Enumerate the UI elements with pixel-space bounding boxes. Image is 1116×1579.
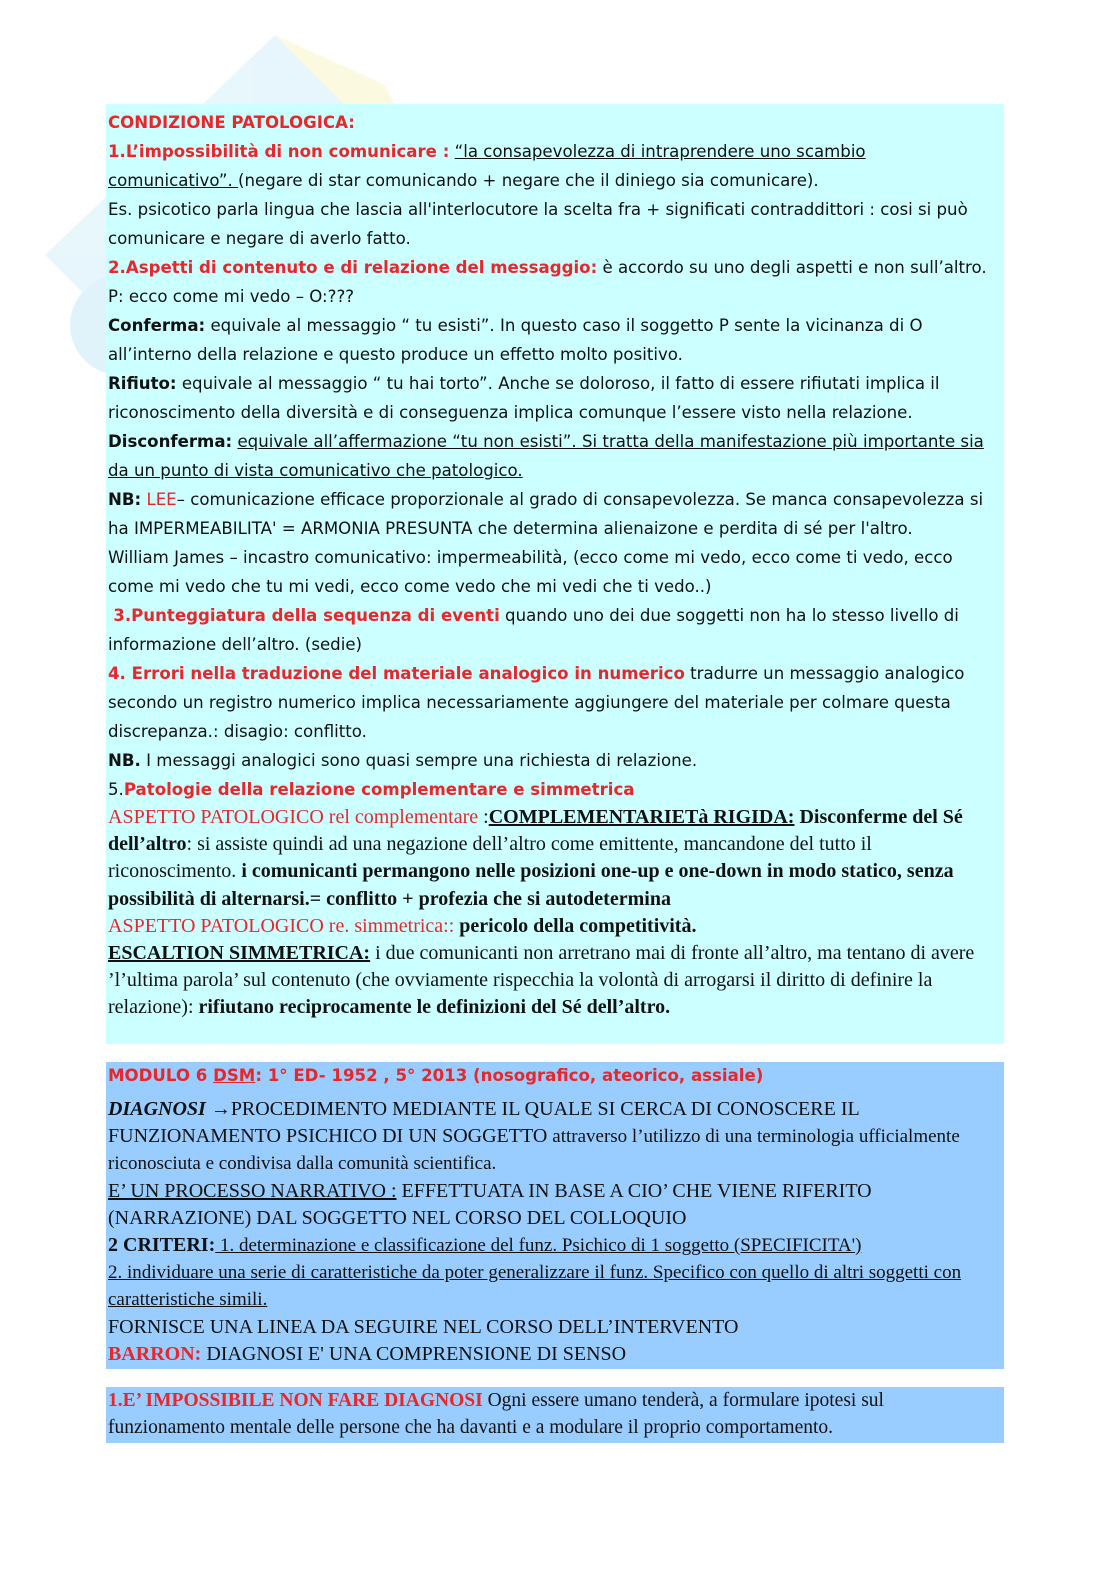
paragraph-nb-lee: NB: LEE– comunicazione efficace proporzionale al grado di consapevolezza. Se manca consapevolezza si ha IMPERMEABILITA' = ARMONIA PRESUNTA che determina alienaizone e perdita di sé per l'altro. xyxy=(108,490,984,538)
paragraph-criteri: 2 CRITERI: 1. determinazione e classificazione del funz. Psichico di 1 soggetto (SPECIFICITA') xyxy=(108,1234,862,1257)
section-modulo-6 xyxy=(106,1062,1004,1369)
paragraph-escalation: ESCALTION SIMMETRICA: i due comunicanti non arretrano mai di fronte all’altro, ma tentano di avere ’l’ultima parola’ sul contenuto (che ovviamente rispecchia la volontà di arrogarsi il diritto di definire la relazione): rifiutano reciprocamente le definizioni del Sé dell’altro. xyxy=(108,942,975,1019)
section-title: CONDIZIONE PATOLOGICA: xyxy=(108,113,355,132)
paragraph-diagnosi: DIAGNOSI →PROCEDIMENTO MEDIANTE IL QUALE SI CERCA DI CONOSCERE IL FUNZIONAMENTO PSICHICO DI UN SOGGETTO attraverso l’utilizzo di una terminologia ufficialmente riconosciuta e condivisa dalla comunità scientifica. xyxy=(108,1098,960,1175)
paragraph-simmetrica: ASPETTO PATOLOGICO re. simmetrica:: pericolo della competitività. xyxy=(108,914,697,937)
paragraph-disconferma: Disconferma: equivale all’affermazione “tu non esisti”. Si tratta della manifestazione più importante sia da un punto di vista comunicativo che patologico. xyxy=(108,432,984,480)
paragraph-esempio: Es. psicotico parla lingua che lascia all'interlocutore la scelta fra + significati contraddittori : cosi si può comunicare e negare di averlo fatto. xyxy=(108,200,968,248)
paragraph-nb-analogici: NB. I messaggi analogici sono quasi sempre una richiesta di relazione. xyxy=(108,751,698,770)
section-diagnosi-impossibile xyxy=(106,1387,1004,1443)
paragraph-patologie: 5.Patologie della relazione complementare e simmetrica xyxy=(108,780,635,799)
paragraph-errori: 4. Errori nella traduzione del materiale analogico in numerico tradurre un messaggio analogico secondo un registro numerico implica necessariamente aggiungere del materiale per colmare questa discrepanza.: disagio: conflitto. xyxy=(108,664,965,741)
paragraph-processo-narrativo: E’ UN PROCESSO NARRATIVO : EFFETTUATA IN BASE A CIO’ CHE VIENE RIFERITO (NARRAZIONE) DAL SOGGETTO NEL CORSO DEL COLLOQUIO xyxy=(108,1179,872,1229)
section-condizione-patologica xyxy=(106,104,1004,1044)
paragraph-william-james: William James – incastro comunicativo: impermeabilità, (ecco come mi vedo, ecco come ti vedo, ecco come mi vedo che tu mi vedi, ecco come vedo che mi vedi che ti vedo..) xyxy=(108,548,953,596)
paragraph-complementare: ASPETTO PATOLOGICO rel complementare :COMPLEMENTARIETà RIGIDA: Disconferme del Sé dell’altro: si assiste quindi ad una negazione dell’altro come emittente, mancandone del tutto il riconoscimento. i comunicanti permangono nelle posizioni one-up e one-down in modo statico, senza possibilità di alternarsi.= conflitto + profezia che si autodetermina xyxy=(108,806,963,910)
paragraph-impossibilita: 1.L’impossibilità di non comunicare : “la consapevolezza di intraprendere uno scambio comunicativo”. (negare di star comunicando + negare che il diniego sia comunicare). xyxy=(108,142,866,190)
paragraph-linea: FORNISCE UNA LINEA DA SEGUIRE NEL CORSO DELL’INTERVENTO xyxy=(108,1315,739,1338)
paragraph-punteggiatura: 3.Punteggiatura della sequenza di eventi quando uno dei due soggetti non ha lo stesso livello di informazione dell’altro. (sedie) xyxy=(108,606,959,654)
paragraph-criterio-2: 2. individuare una serie di caratteristiche da poter generalizzare il funz. Specifico con quello di altri soggetti con caratteristiche simili. xyxy=(108,1262,962,1311)
module-heading: MODULO 6 DSM: 1° ED- 1952 , 5° 2013 (nosografico, ateorico, assiale) xyxy=(108,1066,764,1085)
paragraph-conferma: Conferma: equivale al messaggio “ tu esisti”. In questo caso il soggetto P sente la vicinanza di O all’interno della relazione e questo produce un effetto molto positivo. xyxy=(108,316,923,364)
paragraph-barron: BARRON: DIAGNOSI E' UNA COMPRENSIONE DI SENSO xyxy=(108,1342,627,1365)
paragraph-impossibile-diagnosi: 1.E’ IMPOSSIBILE NON FARE DIAGNOSI Ogni essere umano tenderà, a formulare ipotesi sul funzionamento mentale delle persone che ha davanti e a modulare il proprio comportamento. xyxy=(108,1390,884,1439)
paragraph-rifiuto: Rifiuto: equivale al messaggio “ tu hai torto”. Anche se doloroso, il fatto di essere rifiutati implica il riconoscimento della diversità e di conseguenza implica comunque l’essere visto nella relazione. xyxy=(108,374,940,422)
paragraph-aspetti: 2.Aspetti di contenuto e di relazione del messaggio: è accordo su uno degli aspetti e non sull’altro. P: ecco come mi vedo – O:??? xyxy=(108,258,987,306)
